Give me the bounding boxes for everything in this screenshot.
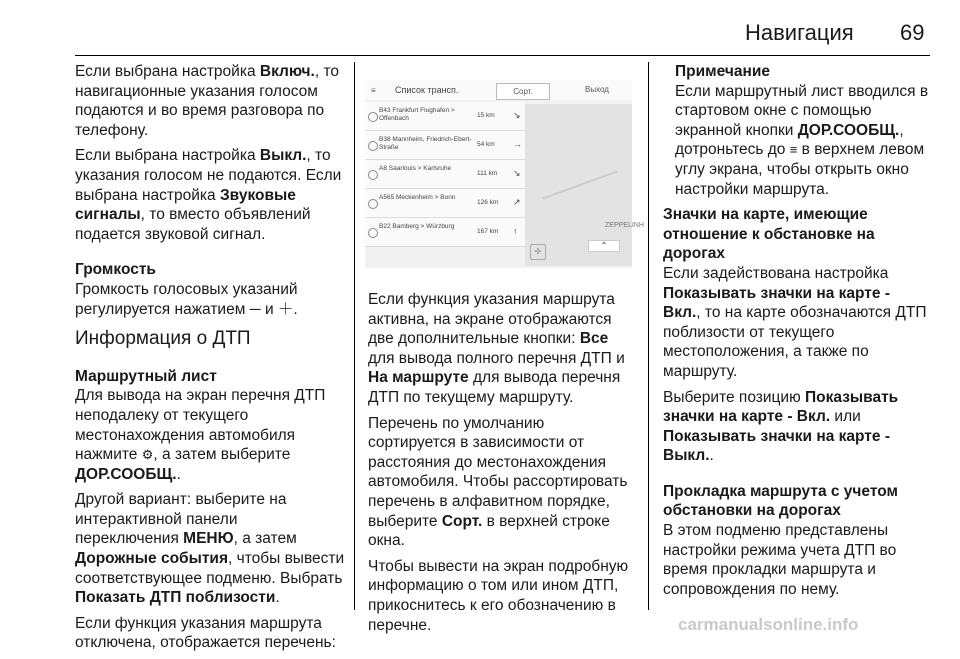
text: для вывода полного перечня ДТП и: [368, 349, 625, 367]
item-text: B22 Bamberg > Würzburg: [379, 223, 455, 230]
list-item: [365, 102, 525, 131]
paragraph: Чтобы вывести на экран подробную информацию о том или ином ДТП, прикоснитесь к его обозначению в перечне.: [368, 557, 629, 634]
sort-button: Сорт.: [496, 83, 550, 100]
text: , а затем выберите: [153, 446, 291, 464]
text: Если выбрана настройка: [75, 166, 342, 204]
paragraph: [75, 490, 345, 608]
direction-icon: →: [513, 139, 522, 149]
direction-icon: ↗: [513, 197, 521, 207]
text: , чтобы вывести соответствующее подменю. Выбрать: [75, 550, 345, 587]
item-distance: 167 km: [477, 228, 499, 235]
list-item: [365, 218, 525, 247]
map-road: [542, 170, 618, 199]
paragraph: Если функция указания маршрута отключена, отображается перечень:: [75, 614, 336, 652]
screen-title: Список трансп.: [395, 85, 459, 95]
compass-icon: ✣: [530, 244, 546, 260]
text: Выберите позицию: [663, 388, 806, 406]
direction-icon: ↘: [513, 168, 521, 178]
warning-icon: [368, 141, 378, 151]
text: или: [830, 408, 861, 426]
item-distance: 54 km: [477, 141, 495, 148]
exit-button: Выход: [585, 85, 609, 94]
text: , то вместо объявлений подается звуковой сигнал.: [75, 206, 311, 243]
note-text: [675, 82, 930, 200]
text-bold: Показать ДТП поблизости: [75, 589, 276, 607]
text: в верхней строке окна.: [368, 512, 610, 550]
paragraph: В этом подменю представлены настройки режима учета ДТП во время прокладки маршрута и сопровождения по нему.: [663, 522, 897, 598]
text: для вывода перечня ДТП по текущему маршруту.: [368, 369, 621, 406]
text-bold: Включ.: [259, 63, 315, 80]
text: Если выбрана настройка: [75, 63, 260, 80]
paragraph: [75, 146, 345, 244]
column-2: [368, 290, 633, 641]
text: в верхнем левом углу экрана, чтобы открыть окно настройки маршрута.: [675, 141, 925, 198]
header-rule: [75, 55, 930, 56]
item-text: A565 Meckenheim > Bonn: [379, 194, 456, 201]
text: Если выбрана настройка: [75, 147, 260, 165]
subheading-route-list: Маршрутный лист: [75, 367, 217, 385]
paragraph: [663, 264, 930, 382]
section-title: Информация о ДТП: [75, 328, 251, 350]
traffic-list-screenshot: [365, 80, 644, 276]
paragraph: [368, 414, 633, 551]
item-text: B43 Frankfurt Flughafen > Offenbach: [379, 107, 455, 122]
text-bold: Все: [579, 330, 609, 348]
menu-icon: ≡: [789, 142, 798, 158]
text: , то на карте обозначаются ДТП поблизости от текущего местоположения, а также по маршруту.: [663, 304, 927, 380]
item-text: A8 Saarlouis > Karlsruhe: [379, 165, 452, 172]
subheading-route-laying: Прокладка маршрута с учетом обстановки на дорогах: [663, 482, 898, 520]
text: Другой вариант: выберите на интерактивной панели переключения: [75, 491, 287, 548]
paragraph: [663, 388, 930, 466]
text-bold: Показывать значки на карте - Вкл.: [663, 284, 890, 322]
text-bold: Сорт.: [441, 512, 483, 530]
text-bold: Показывать значки на карте - Выкл.: [663, 427, 890, 465]
watermark: carmanualsonline.info: [678, 615, 859, 634]
text: , дотроньтесь до: [675, 121, 904, 159]
list-item: [365, 189, 525, 218]
column-divider: [354, 62, 355, 610]
paragraph: [75, 386, 345, 484]
text-bold: Звуковые сигналы: [75, 186, 296, 224]
column-3: [663, 62, 930, 605]
text: , а затем: [233, 530, 297, 548]
text-bold: ДОР.СООБЩ.: [797, 121, 900, 139]
warning-icon: [368, 199, 378, 209]
page-header: [0, 0, 960, 55]
item-distance: 15 km: [477, 112, 495, 119]
text: .: [176, 465, 181, 483]
direction-icon: ↑: [513, 226, 518, 236]
text: .: [709, 447, 714, 465]
map-city-label: ZEPPELINH: [605, 222, 644, 229]
warning-icon: [368, 228, 378, 238]
text-bold: ДОР.СООБЩ.: [75, 465, 177, 483]
text-bold: На маршруте: [368, 369, 469, 387]
screen-top-bar: [365, 80, 632, 100]
scroll-up-icon: ⌃: [588, 240, 620, 252]
direction-icon: ↘: [513, 110, 521, 120]
paragraph: Громкость голосовых указаний регулируется нажатием ─ и ＋.: [75, 280, 298, 318]
note-block: [663, 62, 930, 199]
text: .: [275, 589, 280, 607]
text-bold: Показывать значки на карте - Вкл.: [663, 388, 899, 426]
item-text: B38 Mannheim, Friedrich-Ebert-Straße: [379, 136, 472, 151]
item-distance: 126 km: [477, 199, 499, 206]
column-divider: [648, 62, 649, 610]
text-bold: МЕНЮ: [183, 530, 234, 548]
page-number: 69: [900, 20, 925, 45]
page-title: Навигация: [745, 20, 854, 45]
text-bold: Дорожные события: [75, 550, 229, 568]
column-1: [75, 62, 345, 659]
note-heading: Примечание: [675, 63, 770, 80]
list-item: [365, 160, 525, 189]
text: , то навигационные указания голосом подаются и во время разговора по телефону.: [75, 63, 340, 139]
subheading-map-icons: Значки на карте, имеющие отношение к обстановке на дорогах: [663, 206, 875, 263]
text: Если функция указания маршрута активна, на экране отображаются две дополнительные кнопки:: [368, 291, 615, 348]
text-bold: Выкл.: [259, 147, 307, 165]
subheading-volume: Громкость: [75, 261, 156, 279]
text: Если задействована настройка: [663, 264, 889, 282]
menu-icon: ≡: [371, 86, 376, 95]
traffic-list: [365, 102, 525, 247]
paragraph: [75, 62, 345, 140]
warning-icon: [368, 112, 378, 122]
list-item: [365, 131, 525, 160]
warning-icon: [368, 170, 378, 180]
text: Если маршрутный лист вводился в стартовом окне с помощью экранной кнопки: [675, 82, 929, 139]
screen-bottom: [365, 268, 632, 276]
text: , то указания голосом не подаются.: [75, 147, 331, 184]
settings-icon: ⚙: [141, 447, 154, 463]
text: Перечень по умолчанию сортируется в зависимости от расстояния до местонахождения автомобиля. Чтобы рассортировать перечень в алфавитном порядке, выберите: [368, 414, 628, 530]
paragraph: [368, 290, 633, 408]
text: Для вывода на экран перечня ДТП неподалеку от текущего местонахождения автомобиля нажмите: [75, 387, 326, 464]
item-distance: 111 km: [477, 170, 498, 177]
